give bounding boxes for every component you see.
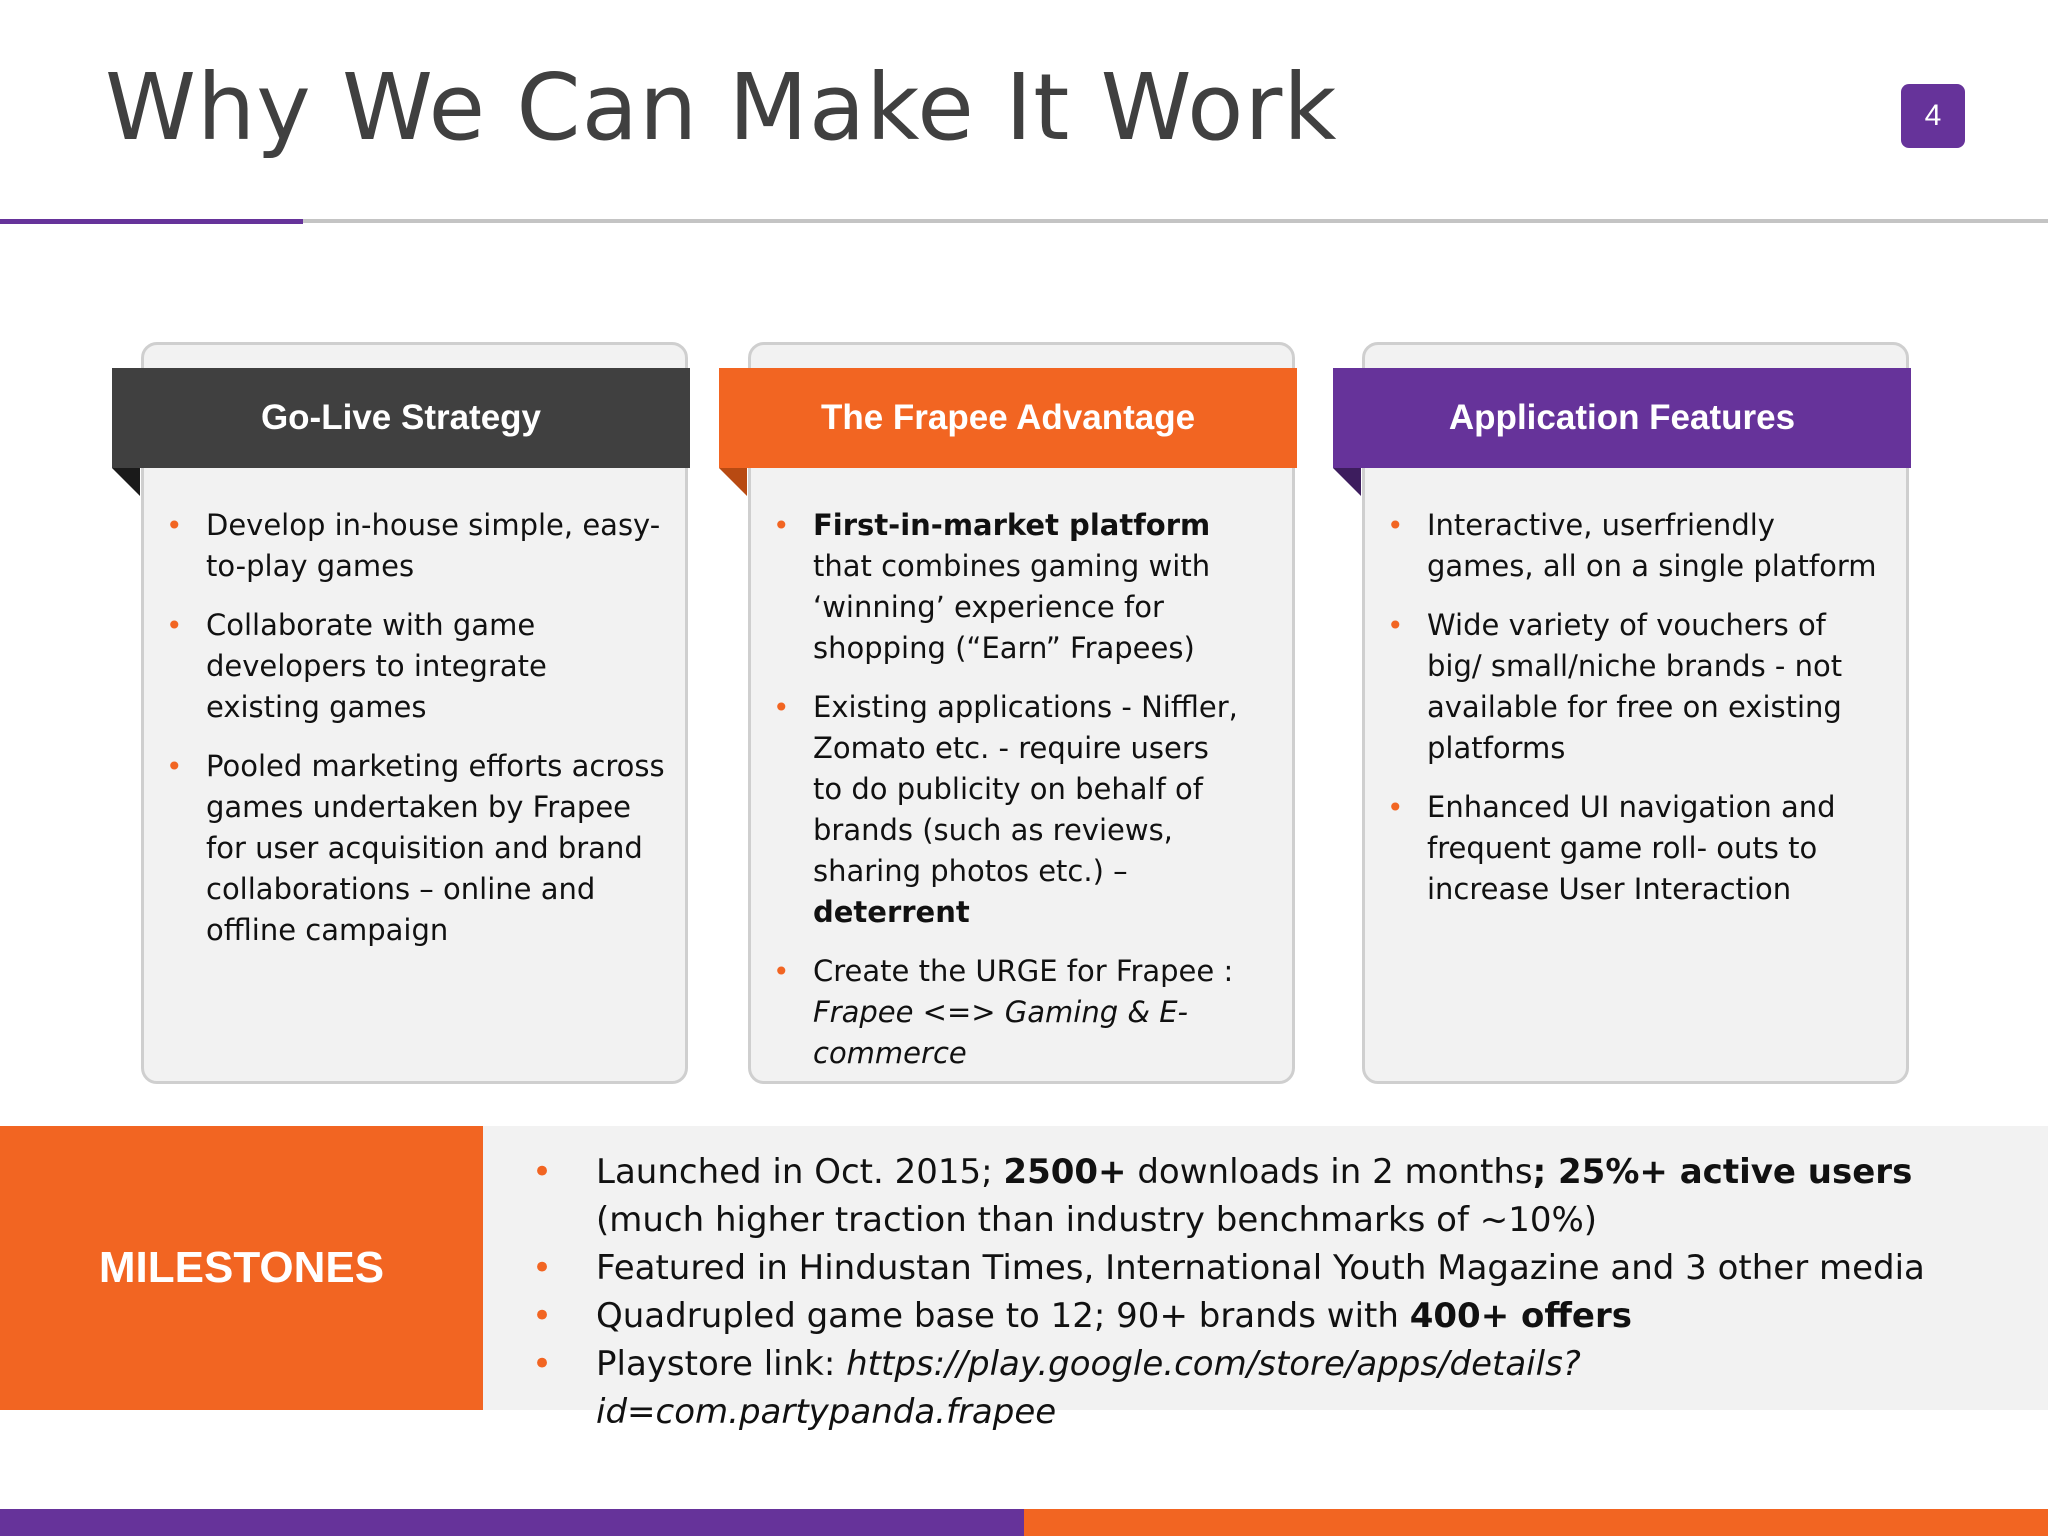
milestone-item: [530, 1340, 2030, 1436]
item-text: Launched in Oct. 2015;: [596, 1152, 1004, 1192]
italic-text: Frapee <=> Gaming & E-commerce: [813, 995, 1188, 1070]
milestone-item: [530, 1292, 2030, 1340]
go-live-list: [166, 505, 666, 969]
title-divider-accent: [0, 219, 303, 224]
list-item: • Pooled marketing efforts across games undertaken by Frapee for user acquisition and brand collaborations – online and offline campaign: [166, 746, 666, 951]
list-item: • Enhanced UI navigation and frequent game roll- outs to increase User Interaction: [1387, 787, 1877, 910]
milestone-item: • Featured in Hindustan Times, International Youth Magazine and 3 other media: [530, 1244, 2030, 1292]
item-text: Existing applications - Niffler, Zomato etc. - require users to do publicity on behalf of brands (such as reviews, sharing photos etc.) –: [813, 690, 1238, 888]
list-item: • Wide variety of vouchers of big/ small/niche brands - not available for free on existing platforms: [1387, 605, 1877, 769]
bold-text: deterrent: [813, 895, 970, 929]
list-item: • Interactive, userfriendly games, all on a single platform: [1387, 505, 1877, 587]
milestones-list: [530, 1148, 2030, 1436]
item-text: Quadrupled game base to 12; 90+ brands with: [596, 1296, 1410, 1336]
bold-text: ; 25%+ active users: [1532, 1152, 1913, 1192]
title-divider: [0, 219, 2048, 223]
frapee-advantage-list: [773, 505, 1243, 1092]
banner-fold: [1333, 468, 1361, 496]
application-features-list: [1387, 505, 1877, 928]
bold-text: 2500+: [1003, 1152, 1127, 1192]
bold-text: First-in-market platform: [813, 508, 1211, 542]
card-heading-frapee-advantage: The Frapee Advantage: [719, 368, 1297, 468]
item-text: downloads in 2 months: [1126, 1152, 1533, 1192]
item-text: (much higher traction than industry benchmarks of ~10%): [596, 1200, 1598, 1240]
list-item: [773, 505, 1243, 669]
milestones-label: MILESTONES: [0, 1126, 483, 1410]
card-heading-go-live: Go-Live Strategy: [112, 368, 690, 468]
footer-bar-orange: [1024, 1509, 2048, 1536]
list-item: • Develop in-house simple, easy-to-play games: [166, 505, 666, 587]
item-text: that combines gaming with ‘winning’ experience for shopping (“Earn” Frapees): [813, 549, 1211, 665]
bold-text: 400+ offers: [1409, 1296, 1632, 1336]
list-item: • Collaborate with game developers to integrate existing games: [166, 605, 666, 728]
list-item: [773, 951, 1243, 1074]
item-text: Create the URGE for Frapee :: [813, 954, 1234, 988]
item-text: Playstore link:: [596, 1344, 847, 1384]
card-heading-application-features: Application Features: [1333, 368, 1911, 468]
playstore-link[interactable]: https://play.google.com/store/apps/details? id=com.partypanda.frapee: [596, 1344, 1581, 1432]
footer-bar-purple: [0, 1509, 1024, 1536]
banner-fold: [719, 468, 747, 496]
milestone-item: [530, 1148, 2030, 1244]
banner-fold: [112, 468, 140, 496]
page-number-badge: 4: [1901, 84, 1965, 148]
list-item: [773, 687, 1243, 933]
slide-title: Why We Can Make It Work: [105, 54, 1338, 161]
